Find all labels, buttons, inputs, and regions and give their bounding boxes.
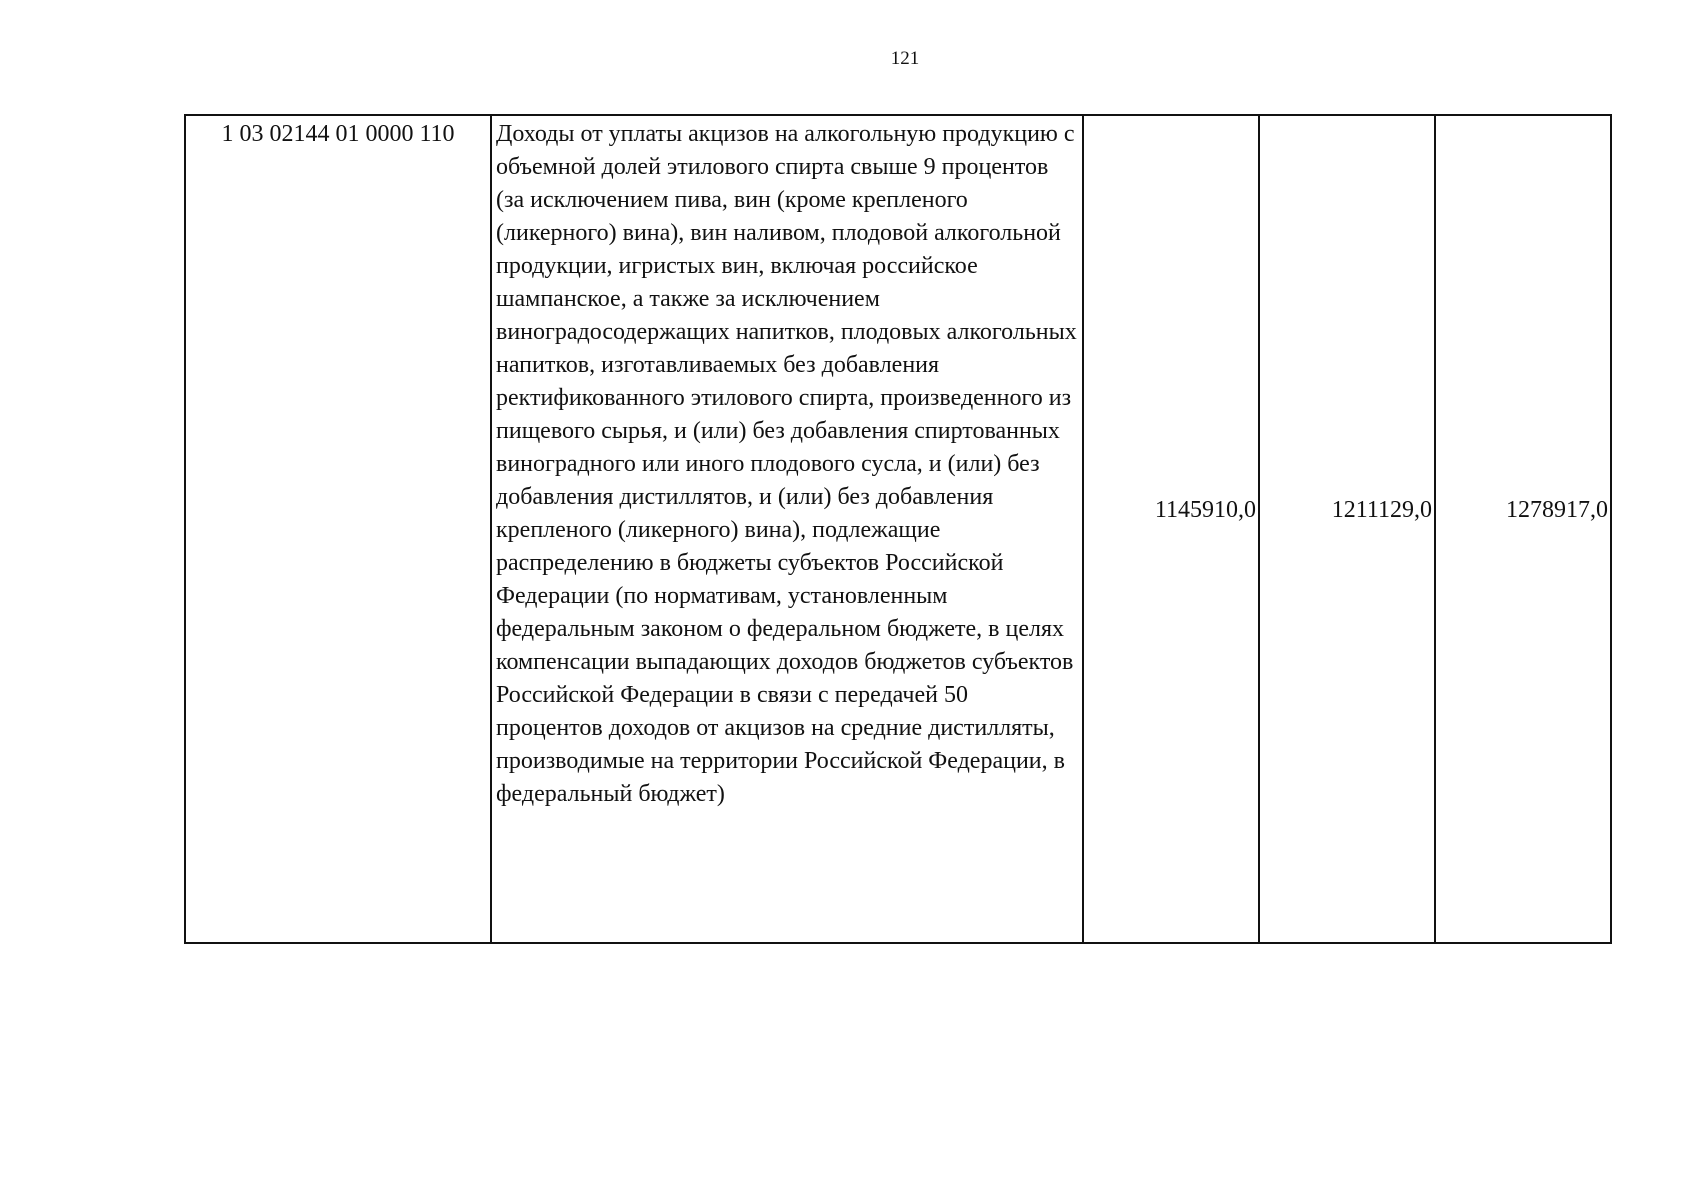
amount-year-1: 1145910,0 bbox=[1083, 115, 1259, 943]
table-row bbox=[185, 115, 1611, 943]
budget-classification-code: 1 03 02144 01 0000 110 bbox=[185, 115, 491, 943]
revenue-description: Доходы от уплаты акцизов на алкогольную продукцию с объемной долей этилового спирта свыше 9 процентов (за исключением пива, вин (кроме крепленого (ликерного) вина), вин наливом, плодовой алкогольной продукции, игристых вин, включая российское шампанское, а также за исключением виноградосодержащих напитков, плодовых алкогольных напитков, изготавливаемых без добавления ректификованного этилового спирта, произведенного из пищевого сырья, и (или) без добавления спиртованных виноградного или иного плодового сусла, и (или) без добавления дистиллятов, и (или) без добавления крепленого (ликерного) вина), подлежащие распределению в бюджеты субъектов Российской Федерации (по нормативам, установленным федеральным законом о федеральном бюджете, в целях компенсации выпадающих доходов бюджетов субъектов Российской Федерации в связи с передачей 50 процентов доходов от акцизов на средние дистилляты, производимые на территории Российской Федерации, в федеральный бюджет) bbox=[491, 115, 1083, 943]
budget-revenue-table bbox=[184, 114, 1612, 944]
amount-year-3: 1278917,0 bbox=[1435, 115, 1611, 943]
amount-year-2: 1211129,0 bbox=[1259, 115, 1435, 943]
page-number: 121 bbox=[890, 48, 920, 69]
